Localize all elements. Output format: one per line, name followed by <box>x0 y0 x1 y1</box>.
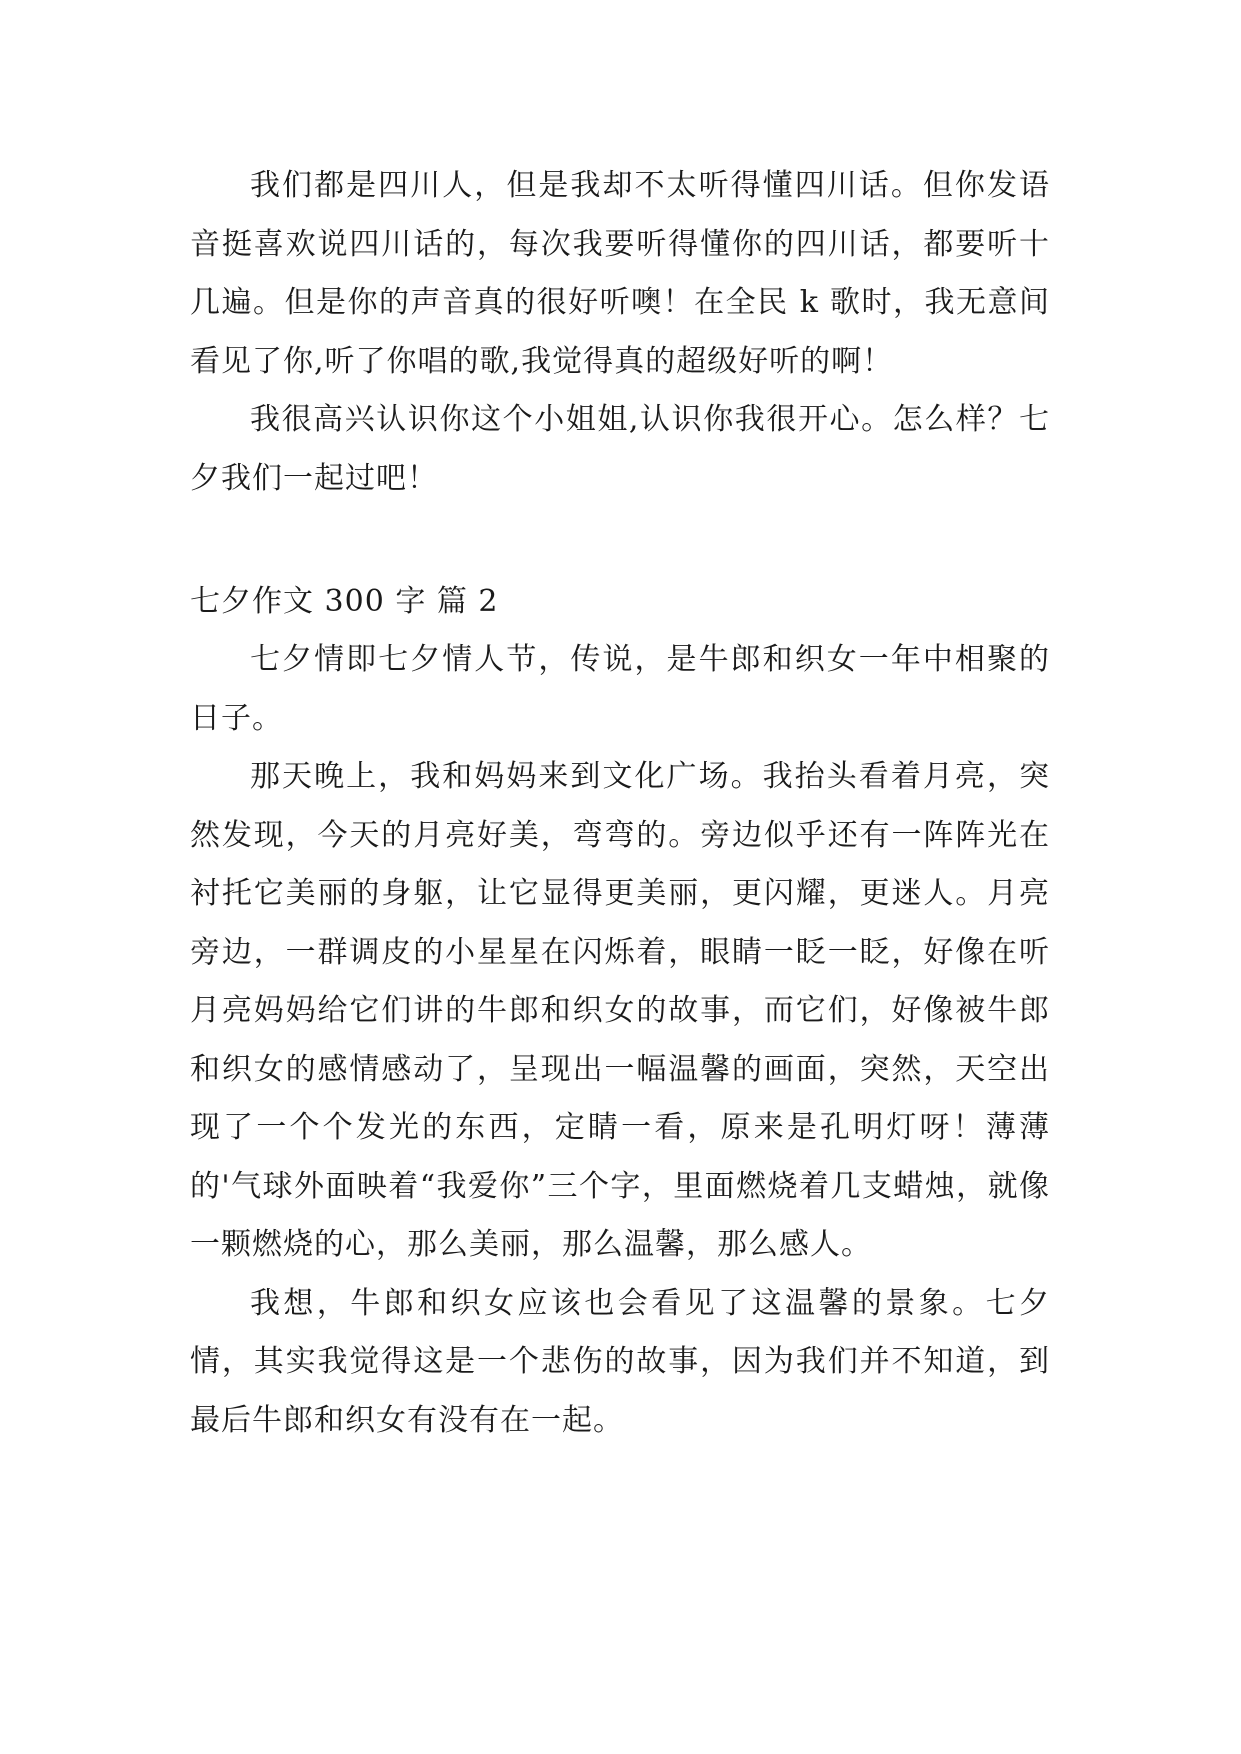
section-2-body <box>190 631 1050 1450</box>
section-heading: 七夕作文 300 字 篇 2 <box>190 584 499 619</box>
paragraph: 那天晚上，我和妈妈来到文化广场。我抬头看着月亮，突然发现，今天的月亮好美，弯弯的。旁边似乎还有一阵阵光在衬托它美丽的身躯，让它显得更美丽，更闪耀，更迷人。月亮旁边，一群调皮的小星星在闪烁着，眼睛一眨一眨，好像在听月亮妈妈给它们讲的牛郎和织女的故事，而它们，好像被牛郎和织女的感情感动了，呈现出一幅温馨的画面，突然，天空出现了一个个发光的东西，定睛一看，原来是孔明灯呀！薄薄的'气球外面映着“我爱你”三个字，里面燃烧着几支蜡烛，就像一颗燃烧的心，那么美丽，那么温馨，那么感人。 <box>190 759 1050 1262</box>
paragraph: 七夕情即七夕情人节，传说，是牛郎和织女一年中相聚的日子。 <box>190 642 1050 736</box>
paragraph: 我很高兴认识你这个小姐姐,认识你我很开心。怎么样？七夕我们一起过吧！ <box>190 402 1050 496</box>
section-1-body <box>190 157 1050 508</box>
paragraph: 我们都是四川人，但是我却不太听得懂四川话。但你发语音挺喜欢说四川话的，每次我要听得懂你的四川话，都要听十几遍。但是你的声音真的很好听噢！在全民 k 歌时，我无意间看见了你,听了你唱的歌,我觉得真的超级好听的啊！ <box>190 168 1050 379</box>
paragraph: 我想，牛郎和织女应该也会看见了这温馨的景象。七夕情，其实我觉得这是一个悲伤的故事，因为我们并不知道，到最后牛郎和织女有没有在一起。 <box>190 1285 1050 1438</box>
